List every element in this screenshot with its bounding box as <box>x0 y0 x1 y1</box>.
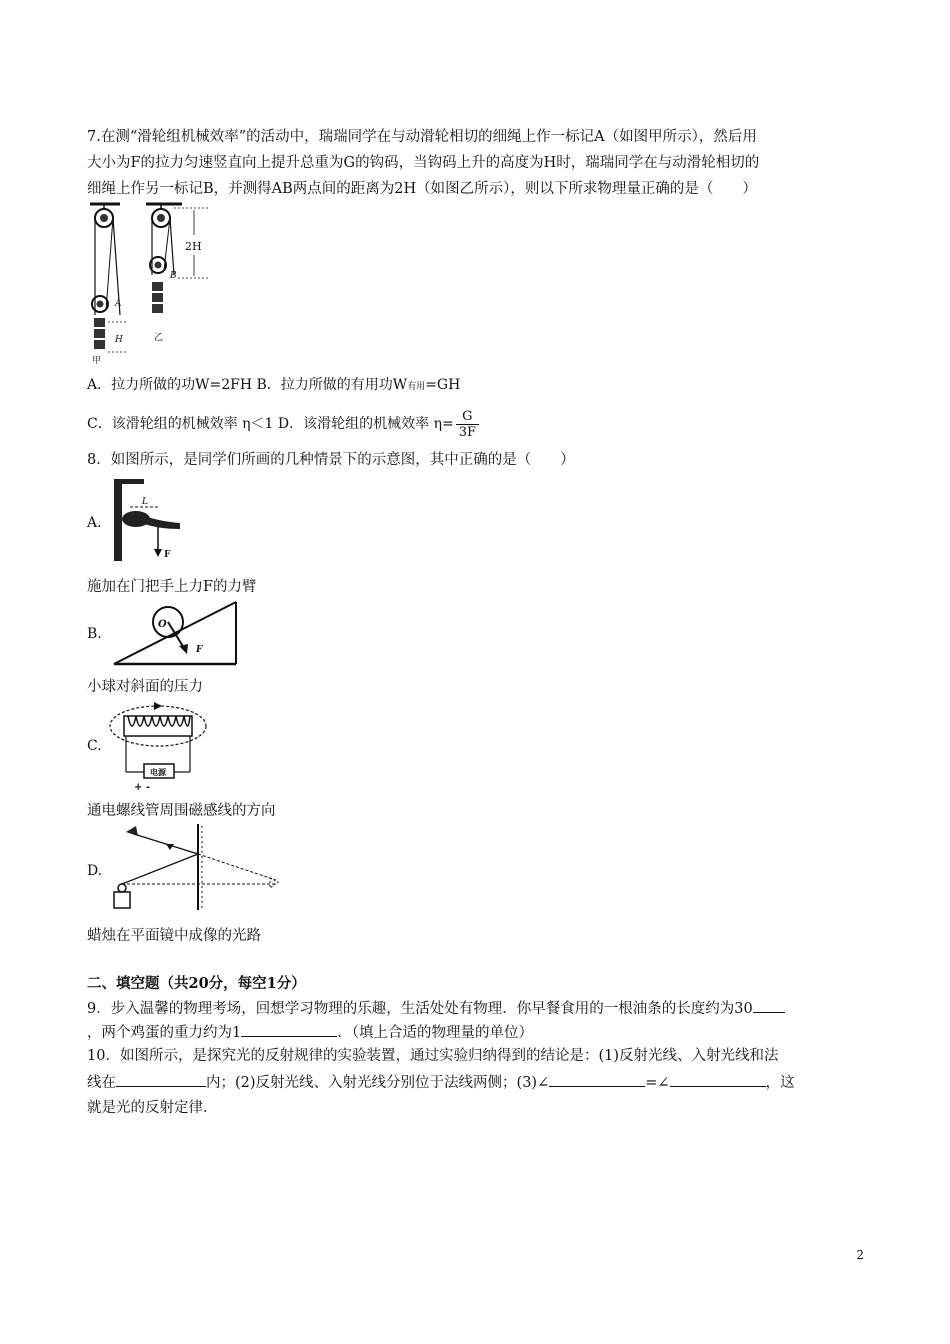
q9-blank-2[interactable] <box>241 1022 337 1037</box>
force-f-label-b: F <box>196 645 203 655</box>
q10-line2-start: 线在 <box>87 1075 116 1091</box>
pulley-system-figure <box>86 200 216 366</box>
door-handle-figure <box>112 477 184 563</box>
polarity-label: + - <box>134 782 151 793</box>
fraction-denominator: 3F <box>458 424 476 440</box>
q7-useful-subscript: 有用 <box>407 382 426 392</box>
q9-line2-end: ．（填上合适的物理量的单位） <box>337 1025 533 1041</box>
two-h-label: 2H <box>185 240 202 253</box>
power-source-label: 电源 <box>150 767 166 777</box>
q10-line2-mid: 内；(2)反射光线、入射光线分别位于法线两侧；(3)∠ <box>206 1075 550 1091</box>
section-heading: 二、填空题（共20分，每空1分） <box>87 975 306 992</box>
q8-option-c-label: C. <box>87 738 102 754</box>
q9-line1 <box>87 998 785 1019</box>
ball-center-label: O <box>158 619 167 630</box>
q7-stem-line1: 7.在测“滑轮组机械效率”的活动中，瑞瑞同学在与动滑轮相切的细绳上作一标记A（如图甲所示），然后用 <box>87 129 757 145</box>
q9-line2-text: ，两个鸡蛋的重力约为1 <box>87 1025 242 1041</box>
figure-jia-label: 甲 <box>92 356 102 366</box>
mark-a-label: A <box>115 299 122 309</box>
q8-option-a-caption: 施加在门把手上力F的力臂 <box>87 579 257 595</box>
incline-ball-figure <box>112 600 238 668</box>
q10-blank-1[interactable] <box>116 1072 206 1087</box>
q9-line1-text: 9．步入温馨的物理考场，回想学习物理的乐趣，生活处处有物理．你早餐食用的一根油条的长度约为30 <box>87 1001 753 1017</box>
force-f-label-a: F <box>164 550 171 560</box>
q8-option-a-label: A. <box>87 515 102 531</box>
q7-stem-line3: 细绳上作另一标记B，并测得AB两点间的距离为2H（如图乙所示），则以下所求物理量正确的是（ ） <box>87 181 757 197</box>
q7-options-cd <box>87 407 479 441</box>
mark-b-label: B <box>170 271 177 281</box>
q7-options-ab <box>87 375 460 397</box>
q7-option-cd-text: C．该滑轮组的机械效率 η＜1 D．该滑轮组的机械效率 η= <box>87 416 454 432</box>
figure-yi-label: 乙 <box>154 333 164 343</box>
fraction-numerator: G <box>456 409 479 425</box>
q10-line2-end: ，这 <box>765 1075 795 1091</box>
efficiency-fraction <box>456 409 479 440</box>
plane-mirror-figure <box>110 822 280 914</box>
h-label: H <box>115 335 123 345</box>
q10-blank-2[interactable] <box>549 1072 645 1087</box>
q7-stem-line2: 大小为F的拉力匀速竖直向上提升总重为G的钩码，当钩码上升的高度为H时，瑞瑞同学在与动滑轮相切的 <box>87 155 760 171</box>
q9-blank-1[interactable] <box>753 998 785 1013</box>
q8-option-b-label: B. <box>87 626 102 642</box>
q8-option-d-label: D. <box>87 863 103 879</box>
q8-option-d-caption: 蜡烛在平面镜中成像的光路 <box>87 928 261 944</box>
q7-option-ab-text: A．拉力所做的功W=2FH B．拉力所做的有用功W <box>87 377 408 393</box>
page-number: 2 <box>856 1248 864 1262</box>
q10-line1: 10．如图所示，是探究光的反射规律的实验装置，通过实验归纳得到的结论是：(1)反射光线、入射光线和法 <box>87 1048 779 1064</box>
q10-line3: 就是光的反射定律． <box>87 1100 218 1116</box>
q8-option-c-caption: 通电螺线管周围磁感线的方向 <box>87 803 276 819</box>
q8-option-b-caption: 小球对斜面的压力 <box>87 679 203 695</box>
q10-line2-eq: =∠ <box>645 1075 670 1091</box>
q10-blank-3[interactable] <box>670 1072 766 1087</box>
solenoid-figure <box>106 700 210 794</box>
q7-option-ab-end: =GH <box>425 377 461 393</box>
lever-arm-label: L <box>142 497 148 507</box>
q10-line2 <box>87 1072 795 1093</box>
q8-stem: 8．如图所示，是同学们所画的几种情景下的示意图，其中正确的是（ ） <box>87 452 575 468</box>
candle-icon <box>114 892 130 908</box>
q9-line2 <box>87 1022 533 1043</box>
